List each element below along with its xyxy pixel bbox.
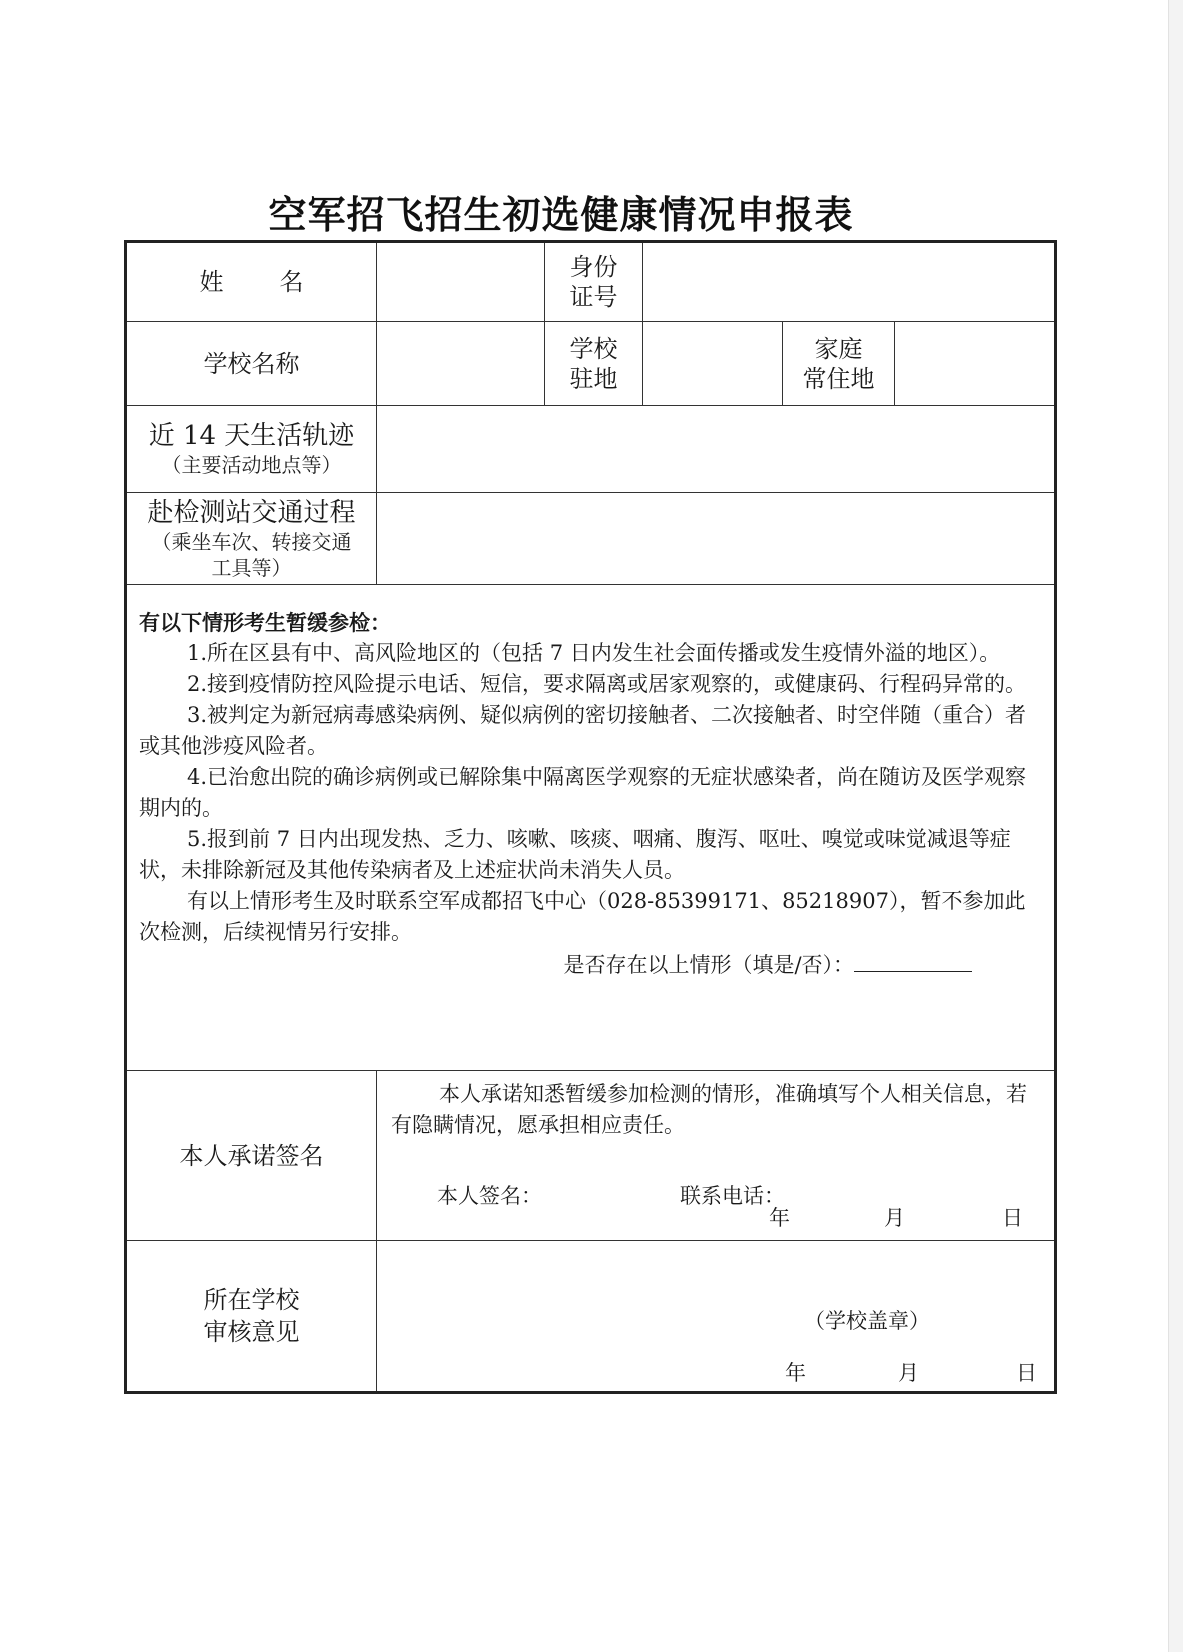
yes-no-answer-line[interactable] bbox=[854, 951, 972, 972]
promise-day-label: 日 bbox=[1002, 1206, 1023, 1230]
name-label: 姓名 bbox=[199, 268, 360, 296]
notice-block bbox=[127, 585, 1054, 999]
promise-block bbox=[377, 1071, 1054, 1240]
review-cell[interactable] bbox=[377, 1241, 1056, 1393]
notice-question: 是否存在以上情形（填是/否）： bbox=[563, 953, 855, 977]
notice-heading: 有以下情形考生暂缓参检： bbox=[139, 610, 391, 635]
review-label-line2: 审核意见 bbox=[203, 1318, 300, 1346]
id-label-line1: 身份 bbox=[569, 253, 618, 281]
notice-question-row bbox=[139, 950, 1042, 981]
notice-item: 1.所在区县有中、高风险地区的（包括 7 日内发生社会面传播或发生疫情外溢的地区）。 bbox=[187, 641, 1001, 665]
transport-sublabel-line2: 工具等） bbox=[211, 555, 292, 580]
promise-text: 本人承诺知悉暂缓参加检测的情形，准确填写个人相关信息，若有隐瞒情况，愿承担相应责任。 bbox=[391, 1082, 1027, 1137]
transport-label: 赴检测站交通过程 bbox=[147, 497, 356, 528]
home-address-input[interactable] bbox=[895, 322, 1056, 406]
track-input[interactable] bbox=[377, 406, 1056, 493]
school-location-input[interactable] bbox=[643, 322, 783, 406]
notice-item: 有以上情形考生及时联系空军成都招飞中心（028-85399171、85218907），暂不参加此次检测，后续视情另行安排。 bbox=[139, 889, 1026, 944]
id-label-cell bbox=[545, 242, 643, 322]
notice-item: 4.已治愈出院的确诊病例或已解除集中隔离医学观察的无症状感染者，尚在随访及医学观察期内的。 bbox=[139, 765, 1027, 820]
home-line2: 常住地 bbox=[802, 364, 875, 393]
review-month-label: 月 bbox=[898, 1361, 919, 1385]
transport-sublabel-line1: （乘坐车次、转接交通 bbox=[151, 529, 352, 554]
school-location-line2: 驻地 bbox=[569, 364, 618, 393]
notice-cell bbox=[126, 585, 1056, 1071]
name-label-cell bbox=[126, 242, 377, 322]
row-school bbox=[126, 322, 1056, 406]
transport-input[interactable] bbox=[377, 493, 1056, 585]
review-day-label: 日 bbox=[1016, 1361, 1037, 1385]
form-title: 空军招飞招生初选健康情况申报表 bbox=[268, 192, 854, 237]
notice-item: 3.被判定为新冠病毒感染病例、疑似病例的密切接触者、二次接触者、时空伴随（重合）者或其他涉疫风险者。 bbox=[139, 703, 1027, 758]
promise-cell bbox=[377, 1071, 1056, 1241]
sign-row bbox=[437, 1181, 785, 1212]
row-track bbox=[126, 406, 1056, 493]
review-label-line1: 所在学校 bbox=[203, 1286, 300, 1314]
school-location-line1: 学校 bbox=[569, 334, 618, 363]
review-block bbox=[377, 1241, 1054, 1391]
track-sublabel: （主要活动地点等） bbox=[161, 453, 342, 477]
page-edge bbox=[1168, 0, 1183, 1652]
school-seal-label: （学校盖章） bbox=[804, 1309, 930, 1333]
school-location-label-cell bbox=[545, 322, 643, 406]
row-promise bbox=[126, 1071, 1056, 1241]
id-label-line2: 证号 bbox=[569, 283, 618, 311]
id-number-input[interactable] bbox=[643, 242, 1056, 322]
row-notice bbox=[126, 585, 1056, 1071]
phone-label: 联系电话： bbox=[680, 1184, 785, 1208]
notice-item: 2.接到疫情防控风险提示电话、短信，要求隔离或居家观察的，或健康码、行程码异常的。 bbox=[187, 672, 1027, 696]
promise-year-label: 年 bbox=[769, 1206, 790, 1230]
transport-label-cell bbox=[126, 493, 377, 585]
home-label-cell bbox=[783, 322, 895, 406]
track-label: 近 14 天生活轨迹 bbox=[148, 421, 355, 451]
school-label: 学校名称 bbox=[126, 322, 377, 406]
review-year-label: 年 bbox=[785, 1361, 806, 1385]
signature-label: 本人签名： bbox=[437, 1184, 542, 1208]
track-label-cell bbox=[126, 406, 377, 493]
health-declaration-form bbox=[124, 240, 1057, 1394]
row-transport bbox=[126, 493, 1056, 585]
school-name-input[interactable] bbox=[377, 322, 545, 406]
review-label-cell bbox=[126, 1241, 377, 1393]
notice-item: 5.报到前 7 日内出现发热、乏力、咳嗽、咳痰、咽痛、腹泻、呕吐、嗅觉或味觉减退等症状，未排除新冠及其他传染病者及上述症状尚未消失人员。 bbox=[139, 827, 1011, 882]
row-review bbox=[126, 1241, 1056, 1393]
promise-month-label: 月 bbox=[884, 1206, 905, 1230]
home-line1: 家庭 bbox=[814, 334, 863, 363]
name-input[interactable] bbox=[377, 242, 545, 322]
promise-label: 本人承诺签名 bbox=[126, 1071, 377, 1241]
row-name bbox=[126, 242, 1056, 322]
